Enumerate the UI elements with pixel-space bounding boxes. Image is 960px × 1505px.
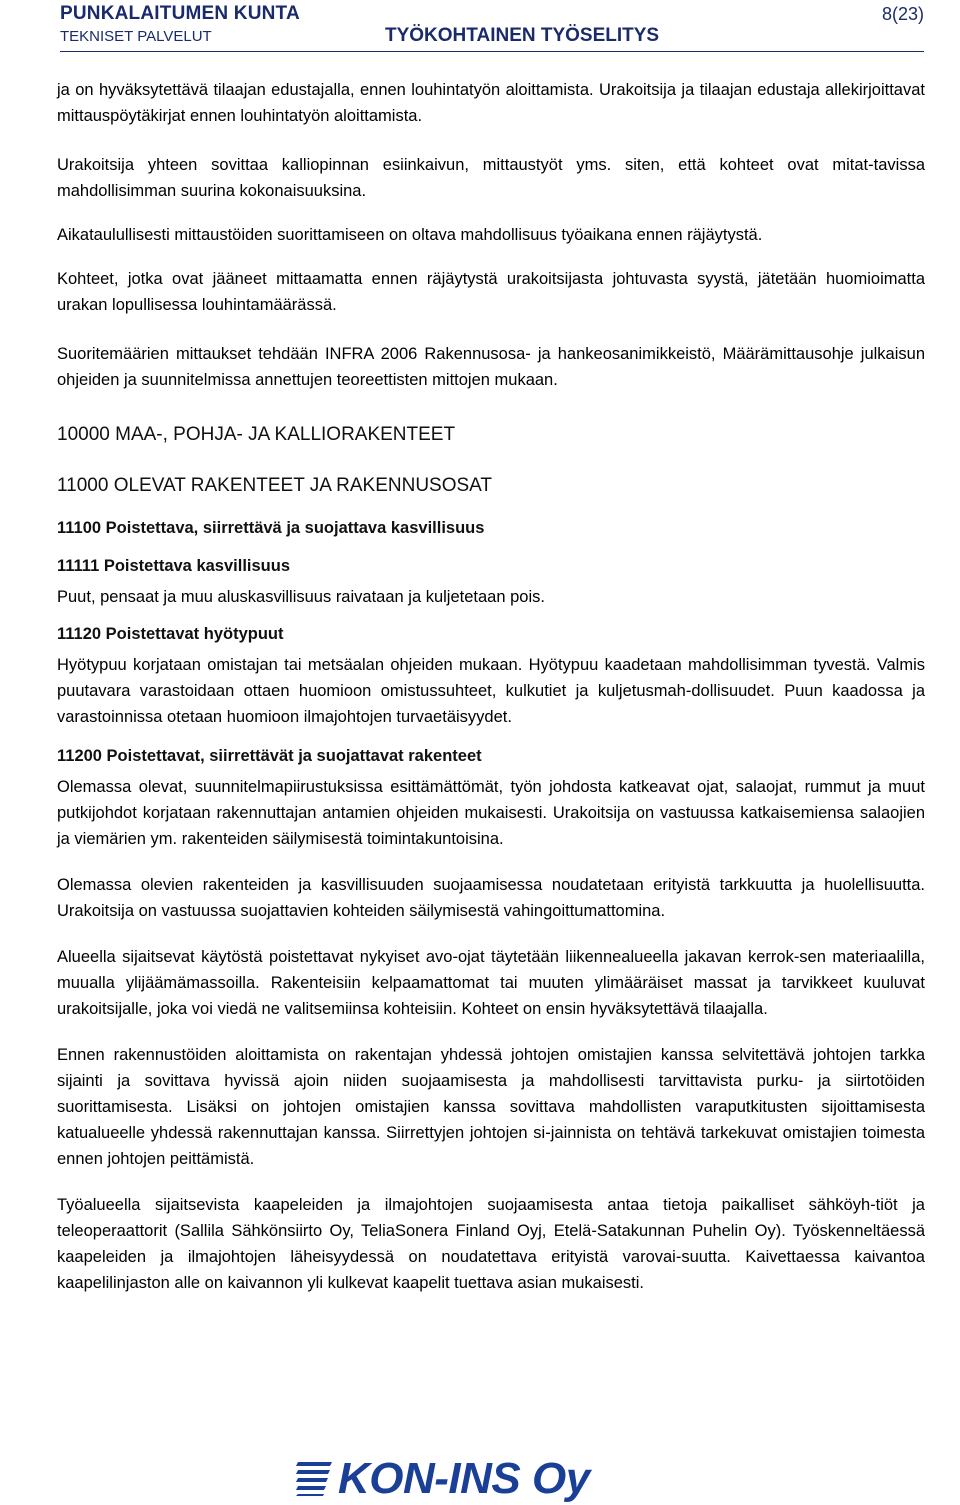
heading-11000: 11000 OLEVAT RAKENTEET JA RAKENNUSOSAT: [57, 475, 493, 496]
document-body: [57, 77, 925, 1296]
paragraph-quantity-measurement: Suoritemäärien mittaukset tehdään INFRA 2006 Rakennusosa- ja hankeosanimikkeistö, Määrämittausohje julkaisun ohjeiden ja suunnitelmissa annettujen teoreettisten mittojen mukaan.: [57, 345, 925, 389]
paragraph-unmeasured-items: Kohteet, jotka ovat jääneet mittaamatta ennen räjäytystä urakoitsijasta johtuvasta syystä, jätetään huomioimatta urakan lopullisessa louhintamäärässä.: [57, 270, 925, 314]
heading-11100: 11100 Poistettava, siirrettävä ja suojattava kasvillisuus: [57, 519, 485, 537]
heading-11120: 11120 Poistettavat hyötypuut: [57, 625, 284, 643]
paragraph-11200-cables: Työalueella sijaitsevista kaapeleiden ja ilmajohtojen suojaamisesta antaa tietoja paikalliset sähköyh-tiöt ja teleoperaattorit (Sallila Sähkönsiirto Oy, TeliaSonera Finland Oyj, Etelä-Satakunnan Puhelin Oy). Työskenneltäessä kaapeleiden ja ilmajohtojen läheisyydessä on noudatettava erityistä varovai-suutta. Kaivettaessa kaivantoa kaapelilinjaston alle on kaivannon yli kulkevat kaapelit tuettava asian mukaisesti.: [57, 1196, 925, 1292]
paragraph-measurement-approval: ja on hyväksytettävä tilaajan edustajalla, ennen louhintatyön aloittamista. Urakoitsija ja tilaajan edustaja allekirjoittavat mittauspöytäkirjat ennen louhintatyön aloittamista.: [57, 81, 925, 125]
paragraph-schedule: Aikataulullisesti mittaustöiden suorittamiseen on oltava mahdollisuus työaikana ennen räjäytystä.: [57, 226, 763, 244]
paragraph-11200-protection: Olemassa olevien rakenteiden ja kasvillisuuden suojaamisessa noudatetaan erityistä tarkkuutta ja huolellisuutta. Urakoitsija on vastuussa suojattavien kohteiden säilymisestä vahingoittumattomina.: [57, 876, 925, 920]
header-divider: [60, 51, 924, 52]
paragraph-11120: Hyötypuu korjataan omistajan tai metsäalan ohjeiden mukaan. Hyötypuu kaadetaan mahdollisimman tyvestä. Valmis puutavara varastoidaan ottaen huomioon omistussuhteet, kulkutiet ja kuljetusmah-dollisuudet. Puun kaadossa ja varastoinnissa otetaan huomioon ilmajohtojen turvaetäisyydet.: [57, 656, 925, 726]
organization-name: PUNKALAITUMEN KUNTA: [60, 3, 300, 24]
page-number: 8(23): [881, 4, 924, 24]
paragraph-11111: Puut, pensaat ja muu aluskasvillisuus raivataan ja kuljetetaan pois.: [57, 588, 545, 606]
paragraph-11200-ditches: Alueella sijaitsevat käytöstä poistettavat nykyiset avo-ojat täytetään liikennealueella jakavan kerrok-sen materiaalilla, muualla ylijäämämassoilla. Rakenteisiin kelpaamattomat tai muuten ylimääräiset massat ja tarvikkeet kuuluvat urakoitsijalle, joka voi viedä ne valitsemiinsa kohteisiin. Kohteet on ensin hyväksytettävä tilaajalla.: [57, 948, 925, 1018]
heading-11200: 11200 Poistettavat, siirrettävät ja suojattavat rakenteet: [57, 747, 482, 765]
heading-10000: 10000 MAA-, POHJA- JA KALLIORAKENTEET: [57, 424, 456, 445]
heading-11111: 11111 Poistettava kasvillisuus: [57, 557, 290, 575]
logo-text: KON-INS Oy: [338, 1454, 590, 1503]
paragraph-excavation-coordination: Urakoitsija yhteen sovittaa kalliopinnan esiinkaivun, mittaustyöt yms. siten, että kohteet ovat mitat-tavissa mahdollisimman suurina kokonaisuuksina.: [57, 156, 925, 200]
department-name: TEKNISET PALVELUT: [60, 28, 212, 45]
page-header: [0, 0, 960, 52]
paragraph-11200-drainage: Olemassa olevat, suunnitelmapiirustuksissa esittämättömät, työn johdosta katkeavat ojat, salaojat, rummut ja muut putkijohdot korjataan rakennuttajan antamien ohjeiden mukaisesti. Urakoitsija on vastuussa katkaisemiensa salaojien ja viemärien ym. rakenteiden säilymisestä toimintakuntoisina.: [57, 778, 925, 848]
logo-stripes-icon: [294, 1460, 334, 1498]
document-title: TYÖKOHTAINEN TYÖSELITYS: [385, 25, 660, 46]
paragraph-11200-utility-lines: Ennen rakennustöiden aloittamista on rakentajan yhdessä johtojen omistajien kanssa selvitettävä johtojen tarkka sijainti ja sovittava hyvissä ajoin niiden suojaamisesta ja mahdollisesti tarvittavista purku- ja siirtotöiden suorittamisesta. Lisäksi on johtojen omistajien kanssa sovittava mahdollisten varaputkitusten sijoittamisesta katualueelle yhdessä rakennuttajan kanssa. Siirrettyjen johtojen si-jainnista on tehtävä tarkekuvat omistajien toimesta ennen johtojen peittämistä.: [57, 1046, 925, 1168]
company-logo: [294, 1456, 590, 1502]
